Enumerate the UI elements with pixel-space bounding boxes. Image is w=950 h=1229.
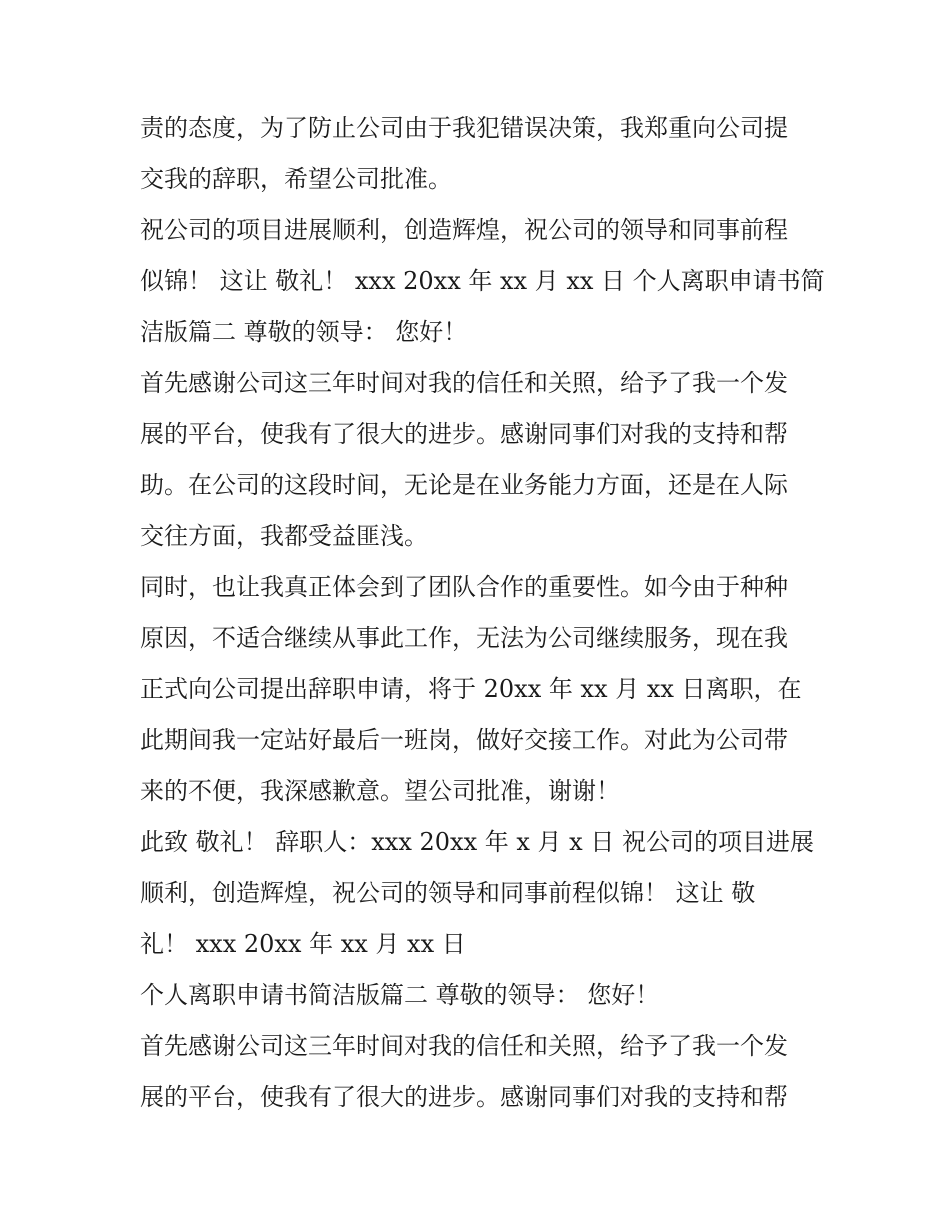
text-line: 礼！ xxx 20xx 年 xx 月 xx 日: [140, 930, 466, 958]
text-line: 此期间我一定站好最后一班岗，做好交接工作。对此为公司带: [140, 726, 788, 754]
text-line: 交我的辞职，希望公司批准。: [140, 165, 452, 193]
text-line: 展的平台，使我有了很大的进步。感谢同事们对我的支持和帮: [140, 420, 788, 448]
text-line: 来的不便，我深感歉意。望公司批准，谢谢！: [140, 777, 620, 805]
text-line: 责的态度，为了防止公司由于我犯错误决策，我郑重向公司提: [140, 114, 788, 142]
text-line: 祝公司的项目进展顺利，创造辉煌，祝公司的领导和同事前程: [140, 216, 788, 244]
text-line: 原因，不适合继续从事此工作，无法为公司继续服务，现在我: [140, 624, 788, 652]
text-line: 洁版篇二 尊敬的领导： 您好！: [140, 318, 468, 346]
text-line: 此致 敬礼！ 辞职人：xxx 20xx 年 x 月 x 日 祝公司的项目进展: [140, 828, 814, 856]
text-line: 同时，也让我真正体会到了团队合作的重要性。如今由于种种: [140, 573, 788, 601]
text-line: 展的平台，使我有了很大的进步。感谢同事们对我的支持和帮: [140, 1083, 788, 1111]
document-body: [140, 103, 825, 1123]
text-line: 顺利，创造辉煌，祝公司的领导和同事前程似锦！ 这让 敬: [140, 879, 756, 907]
text-line: 助。在公司的这段时间，无论是在业务能力方面，还是在人际: [140, 471, 788, 499]
text-line: 交往方面，我都受益匪浅。: [140, 522, 428, 550]
text-line: 似锦！ 这让 敬礼！ xxx 20xx 年 xx 月 xx 日 个人离职申请书简: [140, 267, 825, 295]
text-line: 正式向公司提出辞职申请，将于 20xx 年 xx 月 xx 日离职，在: [140, 675, 802, 703]
text-line: 首先感谢公司这三年时间对我的信任和关照，给予了我一个发: [140, 1032, 788, 1060]
text-line: 个人离职申请书简洁版篇二 尊敬的领导： 您好！: [140, 981, 660, 1009]
text-line: 首先感谢公司这三年时间对我的信任和关照，给予了我一个发: [140, 369, 788, 397]
